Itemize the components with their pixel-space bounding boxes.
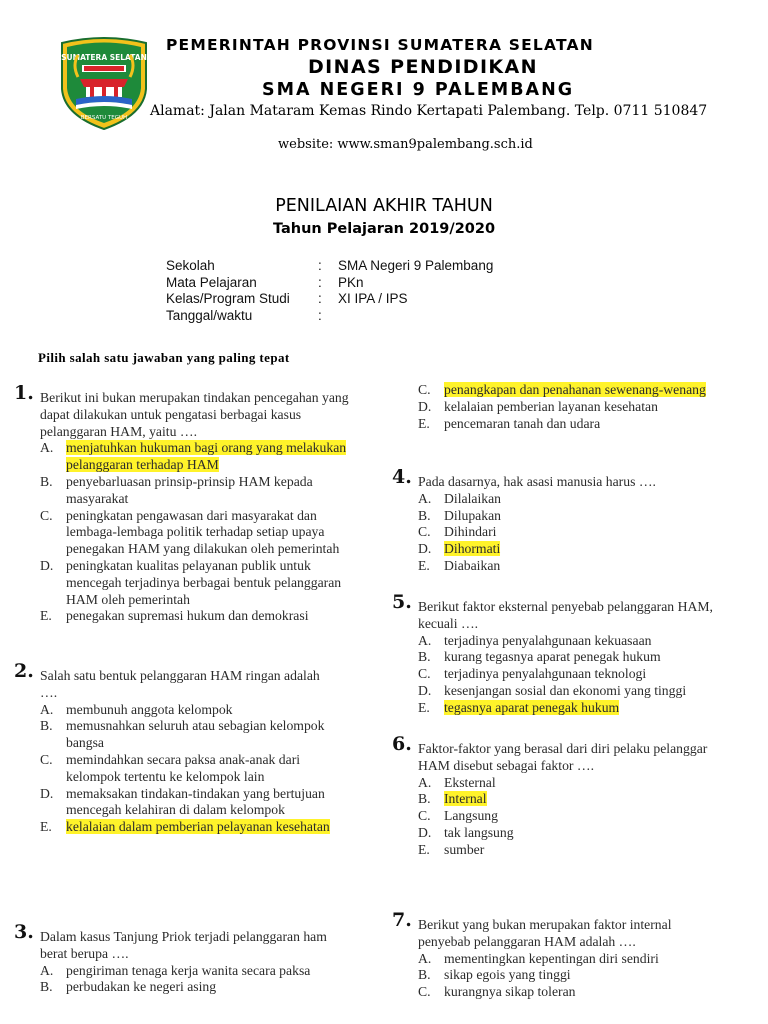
option-letter: C. — [40, 751, 53, 767]
question-2 — [14, 660, 340, 836]
option-letter: D. — [40, 785, 54, 801]
option-a[interactable] — [40, 963, 356, 980]
info-row-school — [166, 258, 493, 275]
option-letter: C. — [418, 808, 431, 824]
option-letter: E. — [40, 819, 52, 835]
option-text: Dilupakan — [444, 507, 502, 523]
info-label: Mata Pelajaran — [166, 274, 257, 290]
option-letter: E. — [418, 699, 430, 715]
option-letter: E. — [40, 608, 52, 624]
option-text: mementingkan kepentingan diri sendiri — [444, 950, 659, 966]
question-text: Berikut yang bukan merupakan faktor internal penyebab pelanggaran HAM adalah …. — [418, 917, 672, 949]
question-text: Dalam kasus Tanjung Priok terjadi pelanggaran ham berat berupa …. — [40, 929, 327, 961]
question-number: 4. — [392, 466, 412, 488]
option-e[interactable] — [418, 842, 718, 859]
option-text: pengiriman tenaga kerja wanita secara paksa — [66, 962, 311, 978]
right-column-q5 — [392, 591, 718, 717]
option-e[interactable] — [40, 608, 356, 625]
option-letter: A. — [418, 632, 432, 648]
left-column — [14, 382, 356, 625]
option-text: kurangnya sikap toleran — [444, 984, 576, 1000]
option-e[interactable] — [40, 819, 340, 836]
option-text-highlighted: Dihormati — [444, 541, 501, 557]
info-colon: : — [318, 258, 322, 273]
option-letter: A. — [418, 490, 432, 506]
exam-title: PENILAIAN AKHIR TAHUN — [275, 196, 493, 216]
option-c[interactable] — [40, 752, 340, 786]
option-c[interactable] — [418, 524, 718, 541]
option-text: kelalaian pemberian layanan kesehatan — [444, 398, 658, 414]
option-a[interactable] — [418, 633, 718, 650]
exam-info-table — [166, 258, 493, 325]
question-5 — [392, 591, 718, 717]
left-column-q3 — [14, 921, 356, 996]
option-b[interactable] — [40, 979, 356, 996]
option-b[interactable] — [40, 474, 356, 508]
option-text-highlighted: menjatuhkan hukuman bagi orang yang melakukan pelanggaran terhadap HAM — [66, 440, 347, 473]
option-c[interactable] — [40, 508, 356, 558]
option-text: Eksternal — [444, 774, 496, 790]
option-text: sikap egois yang tinggi — [444, 967, 571, 983]
option-d[interactable] — [40, 558, 356, 608]
option-text: kurang tegasnya aparat penegak hukum — [444, 649, 661, 665]
question-number: 3. — [14, 921, 34, 943]
option-letter: C. — [40, 507, 53, 523]
option-letter: A. — [418, 950, 432, 966]
option-b[interactable] — [418, 967, 718, 984]
header-address: Alamat: Jalan Mataram Kemas Rindo Kertapati Palembang. Telp. 0711 510847 — [150, 103, 708, 119]
info-row-class — [166, 291, 493, 308]
option-letter: B. — [418, 649, 431, 665]
option-text: perbudakan ke negeri asing — [66, 979, 217, 995]
option-c[interactable] — [418, 382, 718, 399]
option-d[interactable] — [418, 825, 718, 842]
question-text: Faktor-faktor yang berasal dari diri pelaku pelanggar HAM disebut sebagai faktor …. — [418, 741, 708, 773]
option-d[interactable] — [418, 683, 718, 700]
info-colon: : — [318, 274, 322, 290]
option-letter: D. — [418, 824, 432, 840]
header-website: website: www.sman9palembang.sch.id — [278, 137, 533, 152]
option-text: Dilalaikan — [444, 490, 502, 506]
question-6 — [392, 733, 718, 859]
option-b[interactable] — [40, 718, 340, 752]
option-text: memaksakan tindakan-tindakan yang bertujuan mencegah kelahiran di dalam kelompok — [66, 785, 325, 818]
option-text: peningkatan pengawasan dari masyarakat dan lembaga-lembaga politik terhadap setiap upaya penegakan HAM yang dilakukan oleh pemerintah — [66, 507, 340, 557]
info-colon: : — [318, 291, 322, 307]
option-letter: C. — [418, 666, 431, 682]
question-number: 6. — [392, 733, 412, 755]
option-b[interactable] — [418, 649, 718, 666]
info-value: SMA Negeri 9 Palembang — [338, 258, 494, 273]
option-e[interactable] — [418, 416, 718, 433]
option-text-highlighted: tegasnya aparat penegak hukum — [444, 699, 620, 715]
info-value: XI IPA / IPS — [338, 291, 408, 307]
option-letter: D. — [418, 682, 432, 698]
option-letter: B. — [418, 507, 431, 523]
option-letter: C. — [418, 984, 431, 1000]
option-letter: A. — [418, 774, 432, 790]
option-a[interactable] — [418, 775, 718, 792]
option-text-highlighted: Internal — [444, 791, 487, 807]
option-text-highlighted: penangkapan dan penahanan sewenang-wenang — [444, 382, 706, 397]
option-a[interactable] — [418, 491, 718, 508]
option-text: peningkatan kualitas pelayanan publik untuk mencegah terjadinya berbagai bentuk pelanggaran HAM oleh pemerintah — [66, 557, 342, 607]
option-text-highlighted: kelalaian dalam pemberian pelayanan kesehatan — [66, 819, 330, 835]
option-text: terjadinya penyalahgunaan teknologi — [444, 666, 647, 682]
question-text: Berikut ini bukan merupakan tindakan pencegahan yang dapat dilakukan untuk pengatasi berbagai kasus pelanggaran HAM, yaitu …. — [40, 390, 349, 439]
option-text: membunuh anggota kelompok — [66, 701, 233, 717]
info-colon: : — [318, 308, 322, 324]
option-a[interactable] — [40, 702, 340, 719]
logo-text-top: SUMATERA SELATAN — [61, 53, 147, 62]
question-text: Salah satu bentuk pelanggaran HAM ringan adalah …. — [40, 668, 320, 700]
option-c[interactable] — [418, 984, 718, 1001]
option-letter: D. — [418, 541, 432, 557]
option-e[interactable] — [418, 558, 718, 575]
instruction-text: Pilih salah satu jawaban yang paling tepat — [38, 350, 290, 365]
logo-text-bottom: BERSATU TEGUH — [80, 115, 128, 121]
option-letter: A. — [40, 440, 54, 456]
option-text: Diabaikan — [444, 557, 501, 573]
right-column-q3-continued — [418, 382, 718, 432]
option-text: memusnahkan seluruh atau sebagian kelompok bangsa — [66, 718, 325, 751]
option-a[interactable] — [418, 951, 718, 968]
option-b[interactable] — [418, 508, 718, 525]
option-d[interactable] — [418, 541, 718, 558]
right-column-q7 — [392, 909, 718, 1001]
option-letter: B. — [40, 979, 53, 995]
question-3 — [14, 921, 356, 996]
option-c[interactable] — [418, 666, 718, 683]
option-letter: B. — [40, 718, 53, 734]
left-column-q2 — [14, 660, 340, 836]
info-label: Tanggal/waktu — [166, 308, 253, 324]
option-c[interactable] — [418, 808, 718, 825]
option-text: terjadinya penyalahgunaan kekuasaan — [444, 632, 652, 648]
option-text: Langsung — [444, 808, 498, 824]
question-number: 7. — [392, 909, 412, 931]
option-text: pencemaran tanah dan udara — [444, 415, 601, 431]
info-value: PKn — [338, 274, 364, 290]
option-d[interactable] — [418, 399, 718, 416]
option-text: tak langsung — [444, 824, 514, 840]
option-letter: E. — [418, 557, 430, 573]
exam-subtitle: Tahun Pelajaran 2019/2020 — [272, 221, 496, 237]
option-letter: C. — [418, 524, 431, 540]
right-column-q4 — [392, 466, 718, 575]
question-7 — [392, 909, 718, 1001]
question-number: 5. — [392, 591, 412, 613]
option-d[interactable] — [40, 786, 340, 820]
option-letter: D. — [40, 557, 54, 573]
option-text: sumber — [444, 841, 485, 857]
option-letter: D. — [418, 398, 432, 414]
option-letter: B. — [418, 791, 431, 807]
header-school-name: SMA NEGERI 9 PALEMBANG — [262, 80, 575, 100]
option-e[interactable] — [418, 700, 718, 717]
question-text: Pada dasarnya, hak asasi manusia harus …. — [418, 474, 656, 489]
option-letter: A. — [40, 701, 54, 717]
question-1 — [14, 382, 356, 625]
question-text: Berikut faktor eksternal penyebab pelanggaran HAM, kecuali …. — [418, 599, 713, 631]
option-text: penegakan supremasi hukum dan demokrasi — [66, 608, 309, 624]
option-a[interactable] — [40, 440, 356, 474]
option-letter: E. — [418, 415, 430, 431]
option-b[interactable] — [418, 791, 718, 808]
info-label: Kelas/Program Studi — [166, 291, 290, 307]
option-text: penyebarluasan prinsip-prinsip HAM kepada masyarakat — [66, 473, 313, 506]
school-emblem-logo — [56, 35, 152, 131]
question-number: 1. — [14, 382, 34, 404]
option-letter: B. — [418, 967, 431, 983]
question-number: 2. — [14, 660, 34, 682]
option-text: kesenjangan sosial dan ekonomi yang tinggi — [444, 682, 687, 698]
info-label: Sekolah — [166, 258, 215, 273]
option-letter: C. — [418, 382, 431, 397]
right-column-q6 — [392, 733, 718, 859]
info-row-subject — [166, 275, 493, 292]
option-text: memindahkan secara paksa anak-anak dari kelompok tertentu ke kelompok lain — [66, 751, 301, 784]
info-row-date — [166, 308, 493, 325]
option-letter: A. — [40, 962, 54, 978]
header-government-line: PEMERINTAH PROVINSI SUMATERA SELATAN — [166, 36, 594, 54]
question-4 — [392, 466, 718, 575]
option-text: Dihindari — [444, 524, 497, 540]
header-department-line: DINAS PENDIDIKAN — [308, 56, 538, 78]
option-letter: B. — [40, 473, 53, 489]
option-letter: E. — [418, 841, 430, 857]
